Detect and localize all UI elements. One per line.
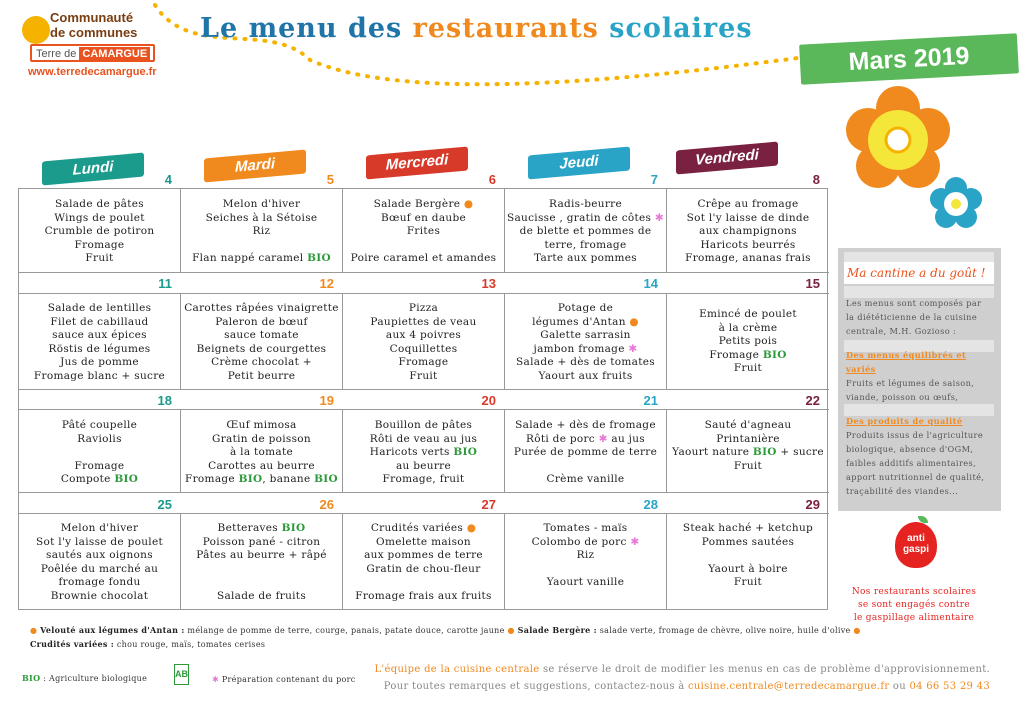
menu-cell: Pizza Paupiettes de veau aux 4 poivres Coquillettes Fromage Fruit bbox=[343, 293, 505, 390]
pork-star-icon: ✱ bbox=[598, 432, 608, 445]
pork-star-icon: ✱ bbox=[212, 675, 220, 684]
antigaspi-note: Nos restaurants scolaires se sont engagés contre le gaspillage alimentaire bbox=[851, 587, 977, 623]
day-number: 5 bbox=[326, 172, 334, 187]
menu-cell: Tomates - maïs Colombo de porc ✱ Riz Yaourt vanille bbox=[505, 513, 667, 609]
day-tab-jeudi: Jeudi bbox=[528, 147, 630, 180]
menu-cell: Emincé de poulet à la crème Petits pois Fromage BIO Fruit bbox=[667, 293, 829, 390]
menu-cell: Salade + dès de fromage Rôti de porc ✱ au jus Purée de pomme de terre Crème vanille bbox=[505, 409, 667, 493]
menu-cell: Pâté coupelle Raviolis Fromage Compote BIO bbox=[19, 409, 181, 493]
legend-line-2: Crudités variées : chou rouge, maïs, tomates cerises bbox=[30, 639, 266, 649]
menu-cell: Salade de lentilles Filet de cabillaud sauce aux épices Röstis de légumes Jus de pomme Fromage blanc + sucre bbox=[19, 293, 181, 390]
orange-dot-icon: ● bbox=[30, 626, 38, 635]
day-number: 21 bbox=[643, 393, 658, 408]
day-number: 11 bbox=[158, 276, 172, 291]
orange-dot-icon: ● bbox=[466, 522, 477, 534]
sidebar-title: Ma cantine a du goût ! bbox=[844, 262, 994, 284]
menu-cell: Crêpe au fromage Sot l'y laisse de dinde aux champignons Haricots beurrés Fromage, ananas frais bbox=[667, 189, 829, 273]
day-number: 13 bbox=[481, 276, 496, 291]
sidebar-section-2: Des produits de qualité Produits issus de l'agriculture biologique, absence d'OGM, faibles additifs alimentaires, apport nutritionnel de qualité, traçabilité des viandes... bbox=[846, 416, 985, 496]
menu-cell: Sauté d'agneau Printanière Yaourt nature BIO + sucre Fruit bbox=[667, 409, 829, 493]
day-tab-mardi: Mardi bbox=[204, 150, 306, 183]
day-number: 6 bbox=[488, 172, 496, 187]
day-number: 26 bbox=[319, 497, 334, 512]
day-number: 29 bbox=[805, 497, 820, 512]
day-number: 4 bbox=[164, 172, 172, 187]
menu-cell: Salade Bergère ● Bœuf en daube Frites Poire caramel et amandes bbox=[343, 189, 505, 273]
day-number: 19 bbox=[319, 393, 334, 408]
day-number: 18 bbox=[157, 393, 172, 408]
page-title: Le menu des restaurants scolaires bbox=[200, 13, 753, 44]
day-number: 14 bbox=[643, 276, 658, 291]
day-number: 8 bbox=[812, 172, 820, 187]
sidebar-section-1: Des menus équilibrés et variés Fruits et légumes de saison, viande, poisson ou œufs, bbox=[846, 350, 975, 402]
legend-porc: ✱ Préparation contenant du porc bbox=[212, 675, 356, 684]
day-number: 12 bbox=[319, 276, 334, 291]
legend-bio: BIO : Agriculture biologique bbox=[22, 673, 148, 683]
logo-banner: Terre de CAMARGUE bbox=[30, 44, 155, 62]
menu-cell: Radis-beurre Saucisse , gratin de côtes ✱ de blette et pommes de terre, fromage Tarte aux pommes bbox=[505, 189, 667, 273]
pork-star-icon: ✱ bbox=[628, 342, 638, 355]
day-tab-vendredi: Vendredi bbox=[676, 142, 778, 175]
day-number: 27 bbox=[481, 497, 496, 512]
menu-cell: Bouillon de pâtes Rôti de veau au jus Haricots verts BIO au beurre Fromage, fruit bbox=[343, 409, 505, 493]
menu-cell: Melon d'hiver Sot l'y laisse de poulet sautés aux oignons Poêlée du marché au fromage fondu Brownie chocolat bbox=[19, 513, 181, 609]
menu-cell: Salade de pâtes Wings de poulet Crumble de potiron Fromage Fruit bbox=[19, 189, 181, 273]
day-tab-mercredi: Mercredi bbox=[366, 147, 468, 180]
day-number: 28 bbox=[643, 497, 658, 512]
contact-email-link[interactable]: cuisine.centrale@terredecamargue.fr bbox=[688, 681, 890, 692]
logo-text: Communauté de communes bbox=[50, 10, 138, 40]
orange-dot-icon: ● bbox=[507, 626, 515, 635]
info-sidebar bbox=[838, 248, 1001, 511]
menu-cell: Œuf mimosa Gratin de poisson à la tomate Carottes au beurre Fromage BIO, banane BIO bbox=[181, 409, 343, 493]
day-tab-lundi: Lundi bbox=[42, 153, 144, 186]
pork-star-icon: ✱ bbox=[630, 535, 640, 548]
menu-cell: Carottes râpées vinaigrette Paleron de bœuf sauce tomate Beignets de courgettes Crème chocolat + Petit beurre bbox=[181, 293, 343, 390]
day-number: 22 bbox=[805, 393, 820, 408]
pork-star-icon: ✱ bbox=[654, 211, 664, 224]
day-number: 25 bbox=[157, 497, 172, 512]
contact-phone: 04 66 53 29 43 bbox=[909, 681, 990, 692]
logo-url[interactable]: www.terredecamargue.fr bbox=[28, 66, 157, 78]
day-number: 20 bbox=[481, 393, 496, 408]
ab-organic-logo-icon: AB bbox=[174, 664, 189, 685]
day-number: 15 bbox=[805, 276, 820, 291]
footer-line-1: L'équipe de la cuisine centrale se réserve le droit de modifier les menus en cas de problème d'approvisionnement. bbox=[374, 664, 990, 675]
orange-dot-icon: ● bbox=[629, 315, 639, 328]
sidebar-intro: Les menus sont composés par la diététicienne de la cuisine centrale, M.H. Gozioso : bbox=[846, 298, 982, 336]
flowers-decoration-icon bbox=[838, 82, 1018, 242]
menu-cell: Potage de légumes d'Antan ● Galette sarrasin jambon fromage ✱ Salade + dès de tomates Yaourt aux fruits bbox=[505, 293, 667, 390]
menu-cell: Betteraves BIO Poisson pané - citron Pâtes au beurre + râpé Salade de fruits bbox=[181, 513, 343, 609]
menu-cell: Melon d'hiver Seiches à la Sétoise Riz Flan nappé caramel BIO bbox=[181, 189, 343, 273]
menu-cell: Crudités variées ● Omelette maison aux pommes de terre Gratin de chou-fleur Fromage frais aux fruits bbox=[343, 513, 505, 609]
month-banner: Mars 2019 bbox=[799, 33, 1019, 84]
footer-line-2: Pour toutes remarques et suggestions, contactez-nous à cuisine.centrale@terredecamargue.fr ou 04 66 53 29 43 bbox=[383, 681, 990, 692]
orange-dot-icon: ● bbox=[463, 198, 474, 210]
orange-dot-icon: ● bbox=[853, 626, 861, 635]
antigaspi-label: anti gaspi bbox=[902, 533, 930, 555]
day-number: 7 bbox=[650, 172, 658, 187]
legend-line-1: ● Velouté aux légumes d'Antan : mélange de pomme de terre, courge, panais, patate douce, carotte jaune ● Salade Bergère : salade verte, fromage de chèvre, olive noire, huile d'olive ● bbox=[30, 625, 861, 635]
sun-logo-icon bbox=[22, 16, 50, 44]
menu-grid bbox=[18, 188, 828, 610]
menu-cell: Steak haché + ketchup Pommes sautées Yaourt à boire Fruit bbox=[667, 513, 829, 609]
